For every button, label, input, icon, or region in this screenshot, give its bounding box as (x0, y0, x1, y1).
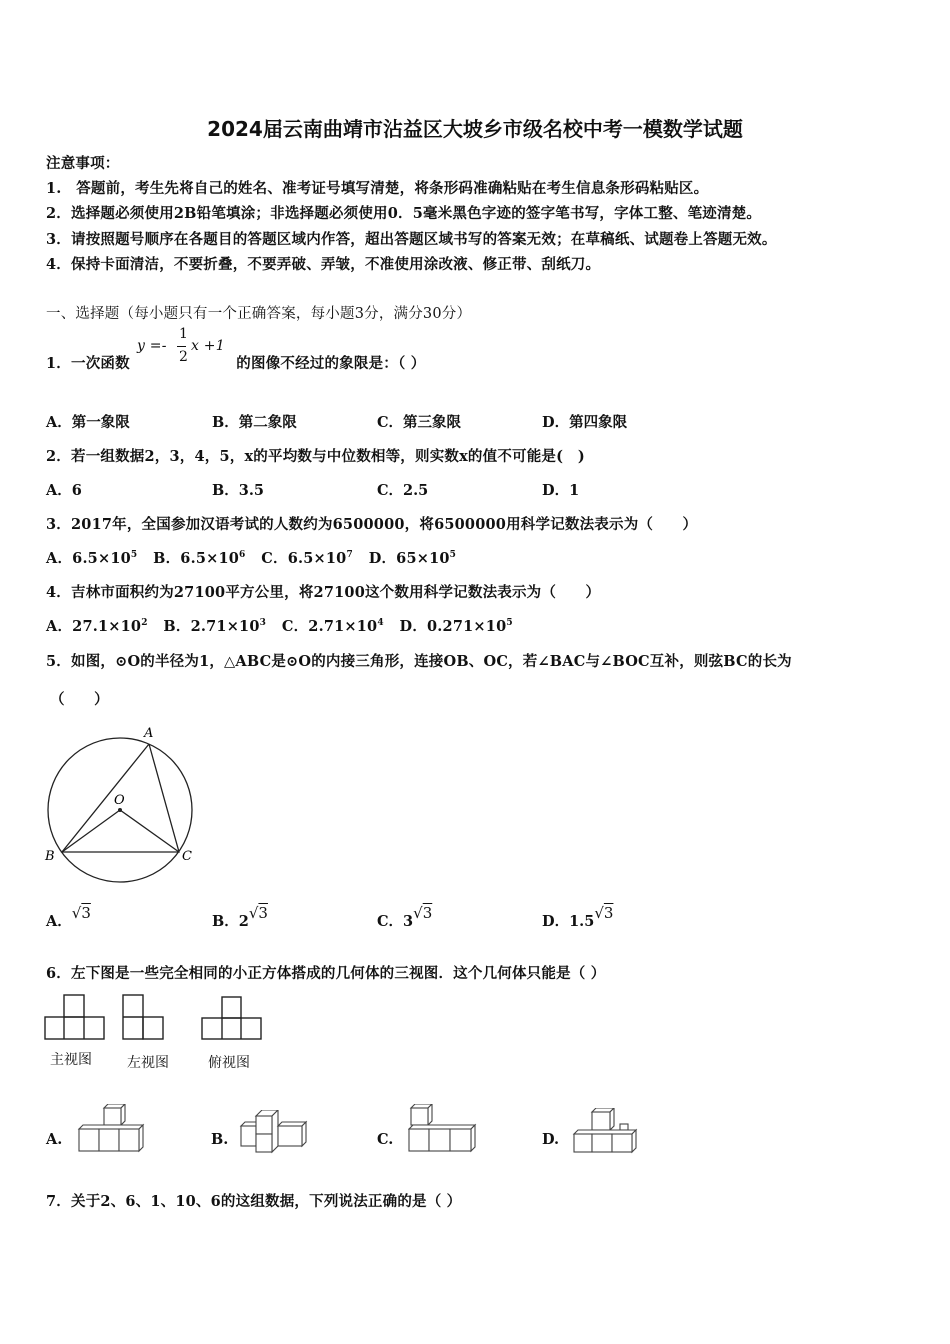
cube-figure-d (570, 1108, 645, 1156)
option-label: B． (212, 913, 239, 930)
question-1 (46, 326, 426, 373)
option-d[interactable] (400, 618, 513, 635)
question-6: 6．左下图是一些完全相同的小正方体搭成的几何体的三视图．这个几何体只能是（ ） (46, 965, 606, 982)
center-point (118, 808, 122, 812)
option-c[interactable]: C．2.5 (377, 482, 429, 499)
option-a[interactable]: A．√3 (46, 904, 91, 930)
option-c[interactable]: C．第三象限 (377, 414, 462, 431)
exponent: 4 (377, 618, 384, 629)
question-5: 5．如图，⊙O的半径为1，△ABC是⊙O的内接三角形，连接OB、OC，若∠BAC与∠BOC互补，则弦BC的长为 (46, 653, 792, 670)
notice-item: 3．请按照题号顺序在各题目的答题区域内作答，超出答题区域书写的答案无效；在草稿纸、试题卷上答题无效。 (46, 231, 777, 248)
option-label: C．2.71×10 (281, 618, 378, 635)
coefficient: 2 (238, 913, 249, 930)
option-a[interactable] (46, 550, 137, 567)
option-b[interactable] (153, 550, 245, 567)
option-label: B．6.5×10 (153, 550, 240, 567)
option-label: C． (377, 913, 404, 930)
page-title: 2024届云南曲靖市沾益区大坡乡市级名校中考一模数学试题 (207, 117, 743, 141)
radicand: 3 (422, 904, 433, 922)
notice-item: 4．保持卡面清洁，不要折叠，不要弄破、弄皱，不准使用涂改液、修正带、刮纸刀。 (46, 256, 601, 273)
cube-figure-a (75, 1104, 150, 1156)
question-3: 3．2017年，全国参加汉语考试的人数约为6500000，将6500000用科学记数法表示为（ ） (46, 516, 698, 533)
q4-options (46, 615, 513, 636)
option-d[interactable]: D．1.5√3 (542, 904, 614, 930)
radicand: 3 (258, 904, 268, 922)
option-b[interactable] (163, 618, 266, 635)
radicand: 3 (81, 904, 91, 922)
option-b[interactable]: B．2√3 (212, 904, 268, 930)
circle-triangle-figure (40, 720, 210, 895)
front-view (45, 995, 104, 1039)
option-b[interactable]: B. (211, 1131, 229, 1148)
section-heading: 一、选择题（每小题只有一个正确答案，每小题3分，满分30分） (46, 306, 472, 322)
q1-formula (135, 326, 231, 372)
view-label: 主视图 (50, 1052, 92, 1068)
formula-right: x +1 (191, 338, 225, 354)
option-label: C．6.5×10 (261, 550, 347, 567)
label-c: C (182, 849, 192, 864)
formula-denominator: 2 (179, 349, 189, 365)
left-view (123, 995, 163, 1039)
option-c[interactable]: C. (377, 1131, 394, 1148)
option-label: B．2.71×10 (163, 618, 260, 635)
cube-figure-c (408, 1104, 483, 1156)
q1-prefix: 1．一次函数 (46, 355, 130, 372)
option-c[interactable]: C．3√3 (377, 904, 433, 930)
option-a[interactable] (46, 618, 148, 635)
question-4: 4．吉林市面积约为27100平方公里，将27100这个数用科学记数法表示为（ ） (46, 584, 601, 601)
radicand: 3 (603, 904, 614, 922)
notice-item: 2．选择题必须使用2B铅笔填涂；非选择题必须使用0．5毫米黑色字迹的签字笔书写，字体工整、笔迹清楚。 (46, 205, 762, 222)
coefficient: 3 (403, 913, 414, 930)
option-a[interactable]: A．第一象限 (46, 414, 130, 431)
answer-paren: （ ） (50, 691, 109, 708)
coefficient: 1.5 (569, 913, 595, 930)
formula-numerator: 1 (179, 326, 189, 342)
exponent: 5 (449, 550, 457, 561)
q3-options (46, 547, 456, 568)
question-7: 7．关于2、6、1、10、6的这组数据，下列说法正确的是（ ） (46, 1193, 462, 1210)
option-a[interactable]: A．6 (46, 482, 82, 499)
exponent: 2 (141, 618, 148, 629)
label-b: B (45, 849, 55, 864)
label-a: A (144, 726, 154, 741)
option-label: A．27.1×10 (46, 618, 142, 635)
exponent: 5 (506, 618, 513, 629)
exponent: 5 (130, 550, 138, 561)
question-2: 2．若一组数据2，3，4，5，x的平均数与中位数相等，则实数x的值不可能是( ) (46, 448, 585, 465)
fraction-bar (177, 346, 186, 347)
view-label: 俯视图 (208, 1055, 250, 1071)
exponent: 7 (346, 550, 353, 561)
option-c[interactable] (282, 618, 384, 635)
exponent: 3 (259, 618, 267, 629)
option-label: A． (46, 913, 72, 930)
option-label: D．0.271×10 (399, 618, 507, 635)
top-view (202, 997, 261, 1039)
option-b[interactable]: B．第二象限 (212, 414, 297, 431)
three-views-figure (44, 994, 284, 1044)
notice-header: 注意事项： (46, 155, 120, 172)
view-label: 左视图 (127, 1055, 169, 1071)
option-d[interactable] (369, 550, 456, 567)
option-label: D．65×10 (368, 550, 450, 567)
q1-suffix: 的图像不经过的象限是：（ ） (236, 355, 426, 372)
option-a[interactable]: A. (46, 1131, 63, 1148)
option-label: D． (542, 913, 570, 930)
cube-figure-b (238, 1110, 313, 1156)
option-label: A．6.5×10 (46, 550, 131, 567)
formula-left: y =- (137, 338, 167, 354)
notice-item: 1. 答题前，考生先将自己的姓名、准考证号填写清楚，将条形码准确粘贴在考生信息条形码粘贴区。 (46, 180, 709, 197)
option-d[interactable]: D．1 (542, 482, 580, 499)
option-c[interactable] (261, 550, 353, 567)
option-d[interactable]: D．第四象限 (542, 414, 628, 431)
option-b[interactable]: B．3.5 (212, 482, 264, 499)
exponent: 6 (239, 550, 246, 561)
label-o: O (114, 793, 125, 808)
option-d[interactable]: D. (542, 1131, 560, 1148)
